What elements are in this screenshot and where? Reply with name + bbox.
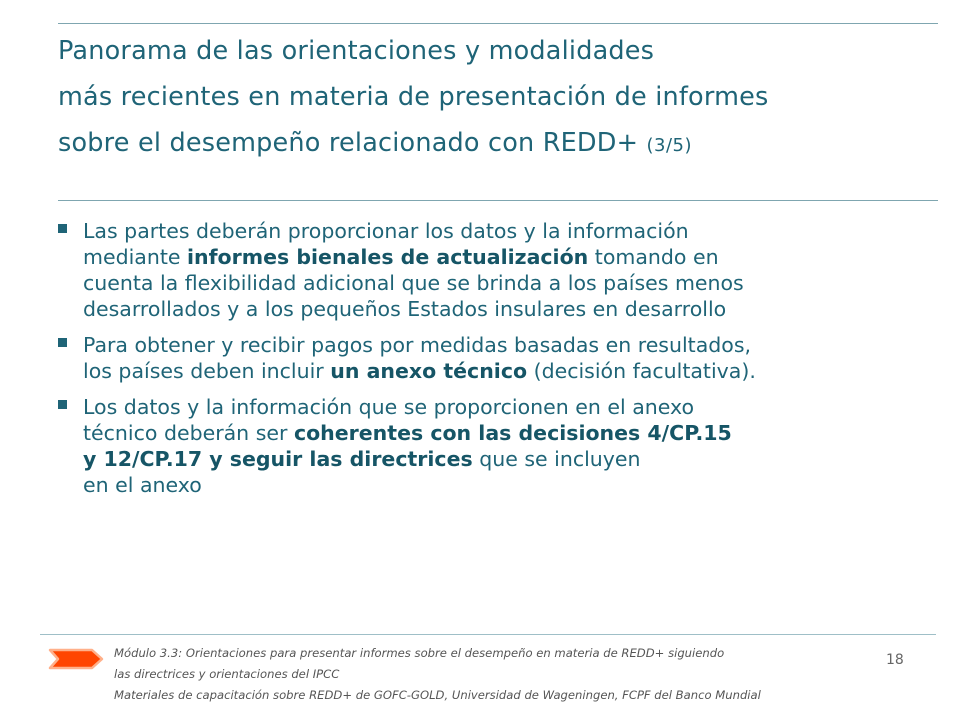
bullet-text: (decisión facultativa). [527,359,756,383]
bullet-text: en el anexo [83,473,202,497]
bullet-line [83,472,936,498]
slide-title [58,28,938,169]
title-line-2: más recientes en materia de presentación de informes [58,82,769,112]
bullet-line [83,218,936,244]
square-bullet-icon [58,400,67,409]
page-number: 18 [886,652,904,668]
bullet-text: Los datos y la información que se proporcionen en el anexo [83,395,695,419]
title-line-1: Panorama de las orientaciones y modalidades [58,36,655,66]
bullet-line [83,296,936,322]
top-divider [58,23,938,24]
footer-module-line-2: las directrices y orientaciones del IPCC [114,667,340,681]
slide-counter: (3/5) [646,135,692,156]
bullet-text: Para obtener y recibir pagos por medidas basadas en resultados, [83,333,752,357]
bullet-text: mediante [83,245,188,269]
footer-caption [114,643,904,706]
bullet-line [83,332,936,358]
bullet-item [56,332,936,384]
bullet-item [56,394,936,498]
title-line-3-text: sobre el desempeño relacionado con REDD+ [58,128,639,158]
bullet-line [83,420,936,446]
bullet-line [83,358,936,384]
bullet-list [56,218,936,508]
footer-credits: Materiales de capacitación sobre REDD+ de GOFC-GOLD, Universidad de Wageningen, FCPF del Banco Mundial [114,688,761,702]
bullet-line [83,244,936,270]
bullet-text: cuenta la flexibilidad adicional que se brinda a los países menos [83,271,744,295]
bullet-text: que se incluyen [472,447,641,471]
arrow-chevron-icon [48,646,104,672]
bullet-emphasis: y 12/CP.17 y seguir las directrices [83,447,473,471]
footer-module-line-1: Módulo 3.3: Orientaciones para presentar informes sobre el desempeño en materia de REDD+ siguiendo [114,646,725,660]
bullet-text: técnico deberán ser [83,421,294,445]
bullet-line [83,270,936,296]
bullet-emphasis: un anexo técnico [330,359,528,383]
bullet-item [56,218,936,322]
title-line-3 [58,120,938,169]
footer-divider [40,634,936,635]
title-divider [58,200,938,201]
bullet-emphasis: informes bienales de actualización [187,245,589,269]
bullet-text: desarrollados y a los pequeños Estados insulares en desarrollo [83,297,727,321]
bullet-emphasis: coherentes con las decisiones 4/CP.15 [293,421,732,445]
square-bullet-icon [58,338,67,347]
bullet-text: tomando en [588,245,719,269]
bullet-text: los países deben incluir [83,359,331,383]
square-bullet-icon [58,224,67,233]
bullet-line [83,446,936,472]
bullet-line [83,394,936,420]
bullet-text: Las partes deberán proporcionar los datos y la información [83,219,689,243]
